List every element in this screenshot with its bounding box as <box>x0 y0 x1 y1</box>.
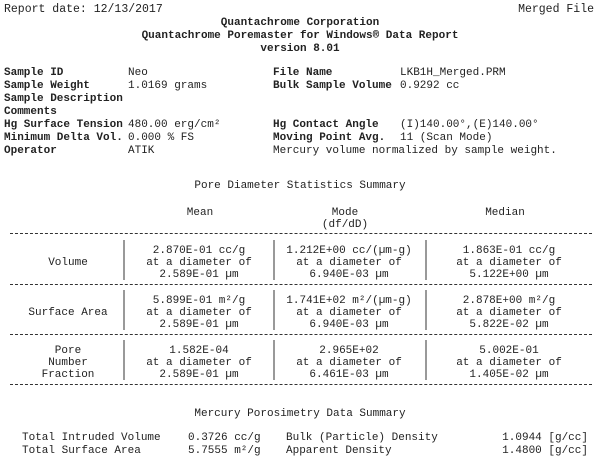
summary-label-2: Apparent Density <box>286 445 392 457</box>
mean-diameter-label: at a diameter of <box>146 257 252 269</box>
minimum-delta-label: Minimum Delta Vol. <box>4 132 123 144</box>
sample-id-label: Sample ID <box>4 67 64 79</box>
mode-diameter-label: at a diameter of <box>296 257 402 269</box>
version-label: version 8.01 <box>260 43 340 55</box>
row-label-line3: Fraction <box>41 369 95 381</box>
sample-description-label: Sample Description <box>4 93 123 105</box>
summary-value: 0.3726 cc/g <box>188 432 261 444</box>
sample-weight-label: Sample Weight <box>4 80 90 92</box>
normalized-note: Mercury volume normalized by sample weight. <box>273 145 557 157</box>
mean-diameter: 2.589E-01 µm <box>159 319 239 331</box>
median-value: 5.002E-01 <box>479 345 539 357</box>
mode-value: 1.741E+02 m²/(µm-g) <box>286 295 412 307</box>
minimum-delta-value: 0.000 % FS <box>128 132 195 144</box>
row-label-line2: Surface Area <box>28 307 108 319</box>
median-diameter-label: at a diameter of <box>456 307 562 319</box>
moving-point-avg-label: Moving Point Avg. <box>273 132 386 144</box>
moving-point-avg-value: 11 (Scan Mode) <box>400 132 493 144</box>
hg-contact-angle-value: (I)140.00°,(E)140.00° <box>400 119 539 131</box>
mean-diameter: 2.589E-01 µm <box>159 369 239 381</box>
operator-value: ATIK <box>128 145 155 157</box>
summary-label: Total Intruded Volume <box>22 432 161 444</box>
mode-diameter-label: at a diameter of <box>296 307 402 319</box>
col-mode-subheader: (df/dD) <box>321 219 369 231</box>
row-label-line1: Pore <box>54 345 82 357</box>
median-diameter: 1.405E-02 µm <box>469 369 549 381</box>
row-label-line2: Number <box>48 357 88 369</box>
sample-weight-value: 1.0169 grams <box>128 80 208 92</box>
file-name-label: File Name <box>273 67 333 79</box>
report-date: Report date: 12/13/2017 <box>4 3 163 16</box>
summary-label-2: Bulk (Particle) Density <box>286 432 438 444</box>
row-label-line2: Volume <box>48 257 88 269</box>
report-title: Quantachrome Poremaster for Windows® Data Report <box>141 30 459 42</box>
median-diameter-label: at a diameter of <box>456 357 562 369</box>
hg-contact-angle-label: Hg Contact Angle <box>273 119 379 131</box>
hg-surface-tension-label: Hg Surface Tension <box>4 119 123 131</box>
mode-value: 1.212E+00 cc/(µm-g) <box>286 245 412 257</box>
col-mean-header: Mean <box>186 207 214 219</box>
mode-value: 2.965E+02 <box>319 345 379 357</box>
mode-diameter: 6.940E-03 µm <box>309 319 389 331</box>
median-value: 1.863E-01 cc/g <box>462 245 556 257</box>
col-median-header: Median <box>485 207 525 219</box>
hg-surface-tension-value: 480.00 erg/cm² <box>128 119 221 131</box>
mean-diameter-label: at a diameter of <box>146 357 252 369</box>
summary-value-2: 1.4800 [g/cc] <box>502 445 588 457</box>
bulk-sample-volume-value: 0.9292 cc <box>400 80 460 92</box>
bulk-sample-volume-label: Bulk Sample Volume <box>273 80 392 92</box>
comments-label: Comments <box>4 106 57 118</box>
pore-stats-title: Pore Diameter Statistics Summary <box>194 180 406 192</box>
porosimetry-title: Mercury Porosimetry Data Summary <box>194 408 406 420</box>
summary-value-2: 1.0944 [g/cc] <box>502 432 588 444</box>
mean-value: 1.582E-04 <box>169 345 229 357</box>
sample-id-value: Neo <box>128 67 148 79</box>
median-diameter: 5.122E+00 µm <box>469 269 549 281</box>
merged-file-label: Merged File <box>518 3 594 16</box>
median-diameter-label: at a diameter of <box>456 257 562 269</box>
mean-value: 5.899E-01 m²/g <box>152 295 246 307</box>
mode-diameter: 6.940E-03 µm <box>309 269 389 281</box>
mean-value: 2.870E-01 cc/g <box>152 245 246 257</box>
summary-value: 5.7555 m²/g <box>188 445 261 457</box>
median-diameter: 5.822E-02 µm <box>469 319 549 331</box>
corp-title: Quantachrome Corporation <box>220 17 380 29</box>
mean-diameter: 2.589E-01 µm <box>159 269 239 281</box>
median-value: 2.878E+00 m²/g <box>462 295 556 307</box>
operator-label: Operator <box>4 145 57 157</box>
mode-diameter: 6.461E-03 µm <box>309 369 389 381</box>
col-mode-header: Mode <box>331 207 359 219</box>
mode-diameter-label: at a diameter of <box>296 357 402 369</box>
file-name-value: LKB1H_Merged.PRM <box>400 67 506 79</box>
summary-label: Total Surface Area <box>22 445 141 457</box>
mean-diameter-label: at a diameter of <box>146 307 252 319</box>
